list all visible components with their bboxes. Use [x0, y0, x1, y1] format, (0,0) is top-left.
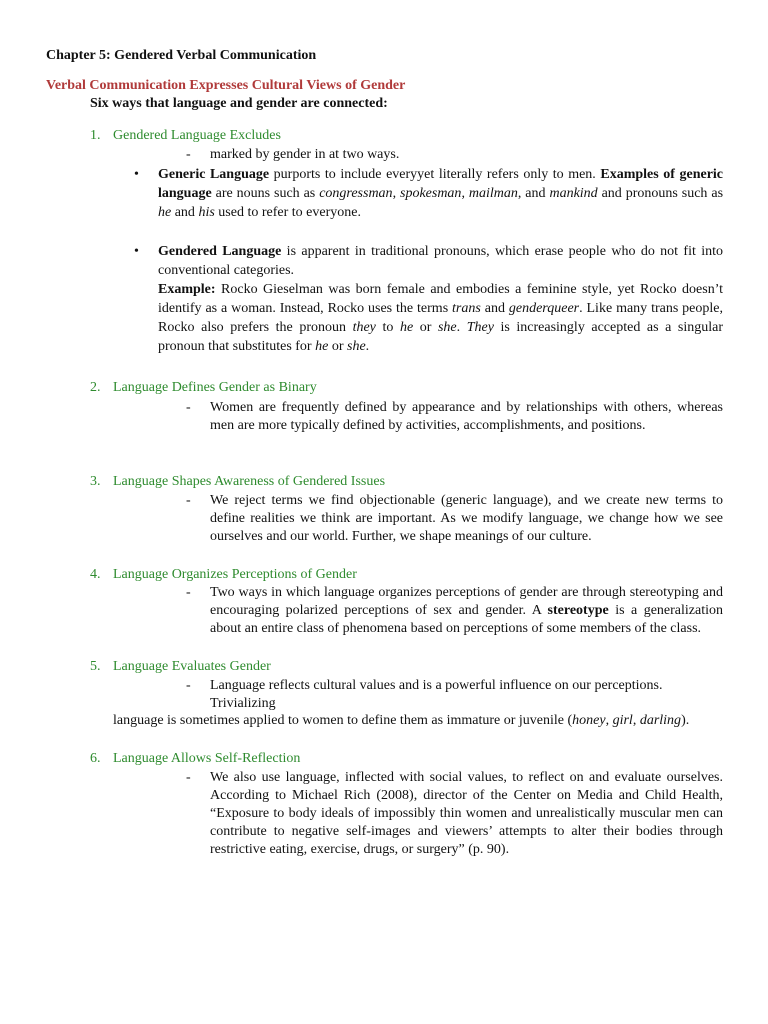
text-run: , — [461, 186, 469, 201]
text-run: . Like many trans people, Rocko also prefers the pronoun — [158, 301, 724, 335]
item-1-bullet-gendered — [134, 242, 723, 356]
item-4-dash-text — [186, 584, 723, 638]
dash-text: We reject terms we find objectionable (generic language), and we create new terms to define realities we think are important. As we modify language, we change how we see ourselves and our world. Further, we shape meanings of our culture. — [210, 493, 723, 544]
example-word: trans — [452, 301, 481, 316]
text-run: used to refer to everyone. — [214, 205, 361, 220]
text-run: and — [171, 205, 199, 220]
item-heading-4 — [90, 565, 357, 584]
example-text — [158, 280, 723, 356]
item-1-dash-text — [186, 146, 723, 164]
dash-text: We also use language, inflected with social values, to reflect on and evaluate ourselves. According to Michael Rich (2008), director of the Center on Media and Child Health, “Exposure to body ideals of impossibly thin women and unrealistically muscular men can contribute to negative self-images and viewers’ attempts to alter their bodies through restrictive eating, exercise, drugs, or surgery” (p. 90). — [210, 770, 723, 857]
example-word: his — [198, 205, 215, 220]
dash-text: Language reflects cultural values and is a powerful influence on our perceptions. — [210, 678, 663, 693]
text-run: and — [480, 301, 509, 316]
example-word: darling — [639, 713, 682, 728]
item-3-dash-text — [186, 492, 723, 546]
item-heading-text: Language Allows Self-Reflection — [113, 751, 301, 766]
text-run: is apparent in traditional pronouns, which erase people who do not fit into conventional categories. — [158, 244, 723, 278]
section-heading: Verbal Communication Expresses Cultural Views of Gender — [46, 78, 406, 93]
chapter-title: Chapter 5: Gendered Verbal Communication — [46, 48, 317, 63]
item-number: 4. — [90, 567, 101, 582]
intro-text: Six ways that language and gender are connected: — [90, 96, 388, 111]
text-run: , — [392, 186, 400, 201]
text-run: , and — [517, 186, 550, 201]
item-number: 1. — [90, 128, 101, 143]
text-run: or — [328, 339, 347, 354]
dash-text: Women are frequently defined by appearance and by relationships with others, whereas men are more typically defined by activities, accomplishments, and positions. — [210, 400, 723, 433]
item-heading-text: Language Evaluates Gender — [113, 659, 271, 674]
item-1-bullet-generic — [134, 165, 723, 222]
example-word: she — [437, 320, 457, 335]
item-heading-3 — [90, 472, 385, 491]
bullet-text — [158, 165, 723, 222]
example-label: Example: — [158, 282, 216, 297]
example-word: girl — [612, 713, 633, 728]
example-word: genderqueer — [508, 301, 580, 316]
item-heading-text: Language Organizes Perceptions of Gender — [113, 567, 357, 582]
dash-marker: - — [186, 147, 191, 162]
item-heading-1 — [90, 126, 281, 145]
item-5-dash-text — [186, 677, 723, 713]
text-run: are nouns such as — [211, 186, 320, 201]
example-word: honey — [572, 713, 606, 728]
bullet-marker: • — [134, 167, 139, 182]
text-run: Two ways in which language organizes perceptions of gender are through stereotyping and encouraging polarized perceptions of sex and gender. A — [210, 585, 723, 618]
example-word: he — [399, 320, 414, 335]
text-run: or — [413, 320, 438, 335]
text-run: is a generalization about an entire class of phenomena based on perceptions of some members of the class. — [210, 603, 723, 636]
text-run: to — [375, 320, 400, 335]
example-word: spokesman — [400, 186, 462, 201]
dash-text-line2: Trivializing — [210, 696, 276, 711]
item-2-dash-text — [186, 399, 723, 435]
dash-marker: - — [186, 585, 191, 600]
text-run: and pronouns such as — [597, 186, 724, 201]
item-heading-text: Language Defines Gender as Binary — [113, 380, 317, 395]
term-gendered-language: Gendered Language — [158, 244, 282, 259]
text-run: purports to include everyyet literally refers only to men. — [269, 167, 601, 182]
term-stereotype: stereotype — [547, 603, 609, 618]
text-run: language is sometimes applied to women to define them as immature or juvenile ( — [113, 713, 573, 728]
dash-marker: - — [186, 770, 191, 785]
item-6-dash-text — [186, 769, 723, 859]
item-number: 3. — [90, 474, 101, 489]
item-heading-6 — [90, 749, 300, 768]
term-examples: Examples of generic language — [158, 167, 724, 201]
bullet-text — [158, 242, 723, 280]
item-number: 5. — [90, 659, 101, 674]
text-run: . — [365, 339, 370, 354]
item-5-continuation — [113, 712, 723, 730]
text-run: , — [605, 713, 613, 728]
item-heading-text: Language Shapes Awareness of Gendered Issues — [113, 474, 386, 489]
text-run: . — [456, 320, 467, 335]
bullet-marker: • — [134, 244, 139, 259]
example-word: They — [466, 320, 494, 335]
item-number: 2. — [90, 380, 101, 395]
dash-marker: - — [186, 493, 191, 508]
example-word: congressman — [319, 186, 393, 201]
text-run: ). — [681, 713, 690, 728]
dash-text: marked by gender in at two ways. — [210, 147, 400, 162]
item-heading-5 — [90, 657, 271, 676]
example-word: they — [352, 320, 376, 335]
example-word: mankind — [549, 186, 598, 201]
dash-marker: - — [186, 678, 191, 693]
example-word: he — [158, 205, 172, 220]
example-word: mailman — [468, 186, 518, 201]
term-generic-language: Generic Language — [158, 167, 270, 182]
item-heading-2 — [90, 378, 317, 397]
text-run: , — [632, 713, 640, 728]
dash-text — [210, 584, 723, 638]
example-word: he — [315, 339, 329, 354]
text-run: Rocko Gieselman was born female and embodies a feminine style, yet Rocko doesn’t identify as a woman. Instead, Rocko uses the terms — [158, 282, 723, 316]
dash-marker: - — [186, 400, 191, 415]
example-word: she — [347, 339, 366, 354]
item-number: 6. — [90, 751, 101, 766]
text-run: is increasingly accepted as a singular pronoun that substitutes for — [158, 320, 724, 354]
item-heading-text: Gendered Language Excludes — [113, 128, 281, 143]
